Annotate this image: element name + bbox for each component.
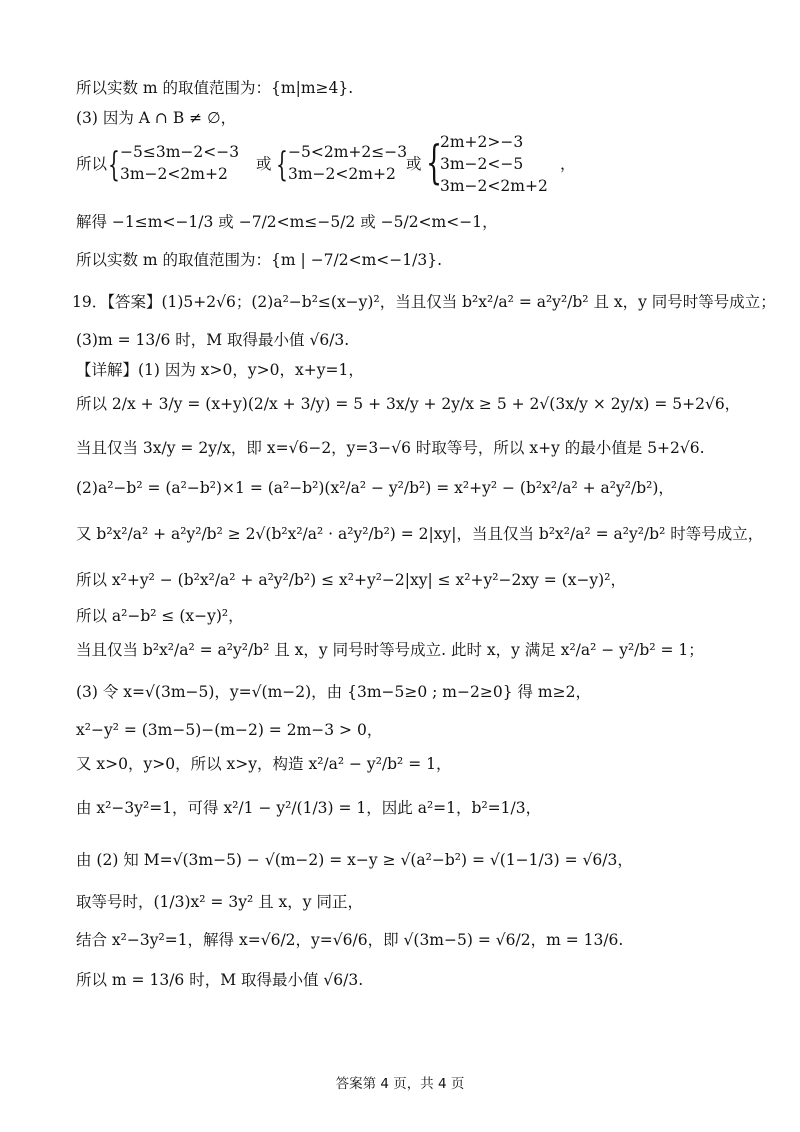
text-line: 当且仅当 b²x²/a² = a²y²/b² 且 x，y 同号时等号成立. 此时 x，y 满足 x²/a² − y²/b² = 1； [76, 641, 704, 659]
text-line: 又 b²x²/a² + a²y²/b² ≥ 2√(b²x²/a² · a²y²/b²) = 2|xy|，当且仅当 b²x²/a² = a²y²/b² 时等号成立， [76, 525, 764, 543]
left-brace-icon: { [426, 135, 443, 189]
inequality: 3m−2<2m+2 [120, 165, 228, 183]
inequality: 3m−2<−5 [440, 155, 524, 173]
text-line: 所以 [76, 155, 108, 173]
text-line: (3) 因为 A ∩ B ≠ ∅， [76, 109, 237, 127]
text-line: 解得 −1≤m<−1/3 或 −7/2<m≤−5/2 或 −5/2<m<−1， [76, 213, 498, 231]
inequality: −5≤3m−2<−3 [120, 143, 240, 161]
text-line: (3)m = 13/6 时，M 取得最小值 √6/3. [76, 331, 350, 349]
left-brace-icon: { [108, 145, 120, 185]
text-line: 所以 2/x + 3/y = (x+y)(2/x + 3/y) = 5 + 3x/y + 2y/x ≥ 5 + 2√(3x/y × 2y/x) = 5+2√6， [76, 395, 741, 413]
text-line: x²−y² = (3m−5)−(m−2) = 2m−3 > 0， [76, 721, 383, 739]
text-line: 或 [406, 155, 422, 173]
substitution-line [76, 670, 736, 714]
text-line: (3) 令 x=√(3m−5)，y=√(m−2)，由 {3m−5≥0 ; m−2≥0} 得 m≥2， [76, 683, 591, 701]
text-line: 所以 x²+y² − (b²x²/a² + a²y²/b²) ≤ x²+y²−2|xy| ≤ x²+y²−2xy = (x−y)²， [76, 571, 626, 589]
text-line: 取等号时，(1/3)x² = 3y² 且 x，y 同正， [76, 893, 363, 911]
text-line: 所以 a²−b² ≤ (x−y)²， [76, 607, 244, 625]
left-brace-icon: { [276, 145, 288, 185]
inequality: 3m−2<2m+2 [288, 165, 396, 183]
text-line: (2)a²−b² = (a²−b²)×1 = (a²−b²)(x²/a² − y²/b²) = x²+y² − (b²x²/a² + a²y²/b²)， [76, 479, 674, 497]
text-line: 所以实数 m 的取值范围为：{m | −7/2<m<−1/3}. [76, 251, 443, 269]
inequality: 3m−2<2m+2 [440, 177, 548, 195]
text-line: 由 (2) 知 M=√(3m−5) − √(m−2) = x−y ≥ √(a²−b²) = √(1−1/3) = √6/3， [76, 851, 633, 869]
text-line: 又 x>0，y>0，所以 x>y，构造 x²/a² − y²/b² = 1， [76, 755, 452, 773]
text-line: 所以实数 m 的取值范围为：{m|m≥4}. [76, 79, 354, 97]
page-footer: 答案第 4 页，共 4 页 [335, 1076, 465, 1092]
text-line: 结合 x²−3y²=1，解得 x=√6/2，y=√6/6，即 √(3m−5) = √6/2，m = 13/6. [76, 931, 624, 949]
inequality: 2m+2>−3 [440, 133, 524, 151]
text-line: 当且仅当 3x/y = 2y/x，即 x=√6−2，y=3−√6 时取等号，所以 x+y 的最小值是 5+2√6. [76, 439, 705, 457]
text-line: 或 [256, 155, 272, 173]
detail-heading: 【详解】(1) 因为 x>0，y>0，x+y=1， [76, 361, 364, 379]
answer-19: 19．【答案】(1)5+2√6；(2)a²−b²≤(x−y)²，当且仅当 b²x²/a² = a²y²/b² 且 x，y 同号时等号成立； [72, 293, 776, 311]
inequality: −5<2m+2≤−3 [288, 143, 408, 161]
text-line: 由 x²−3y²=1，可得 x²/1 − y²/(1/3) = 1，因此 a²=1，b²=1/3， [76, 799, 542, 817]
text-line: ， [560, 155, 576, 173]
inequality-systems [76, 133, 736, 196]
text-line: 所以 m = 13/6 时，M 取得最小值 √6/3. [76, 971, 364, 989]
